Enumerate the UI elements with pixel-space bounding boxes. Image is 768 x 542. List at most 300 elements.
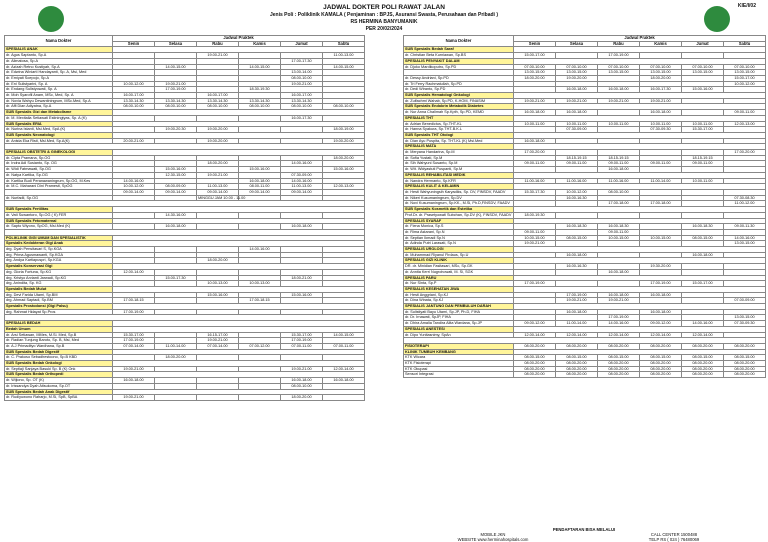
schedule-cell: 14.00-16.00 <box>682 321 724 327</box>
doctor-name: drg. Kristyo Arvianti Jarwadi, Sp.KG <box>5 275 113 281</box>
doctor-row <box>404 127 766 133</box>
period: PER 20/02/2024 <box>365 26 403 32</box>
doctor-name: dr. Nurfadli, Sp.OG <box>5 195 113 201</box>
schedule-cell: 15.00-16.00 <box>197 292 239 298</box>
section-title: SPESIALIS OBSTETRI & GINEKOLOGI <box>5 150 113 156</box>
day-header: Sabtu <box>724 41 766 47</box>
schedule-cell: 08.00-20.00 <box>682 343 724 349</box>
doctor-name: dr. Agus Saptanto, Sp.A <box>5 53 113 59</box>
day-header: Jumat <box>281 41 323 47</box>
doctor-name: dr. Sapto Wiyono, SpOG, Msi.Med (K) <box>5 224 113 230</box>
schedule-cell: 08.00-15.00 <box>682 235 724 241</box>
call-center: CALL CENTER 1500488 <box>650 532 698 537</box>
schedule-cell: 15.00-16.00 <box>323 167 365 173</box>
schedule-cell: 19.00-21.00 <box>197 172 239 178</box>
schedule-cell: 15.00-16.00 <box>281 292 323 298</box>
schedule-cell: 15.30-17.00 <box>682 127 724 133</box>
schedule-table-left <box>4 35 365 401</box>
schedule-cell: 16.00-18.00 <box>281 378 323 384</box>
doctor-name: dr. Azizah Retno Kustiyah, Sp.A <box>5 64 113 70</box>
schedule-cell: 16.00-18.00 <box>556 110 598 116</box>
schedule-cell: 16.00-18.00 <box>556 309 598 315</box>
schedule-cell: 10.00-11.00 <box>598 121 640 127</box>
schedule-cell: 07.00-10.00 <box>682 64 724 70</box>
schedule-cell: 18.00-20.00 <box>640 75 682 81</box>
day-header: Kamis <box>239 41 281 47</box>
schedule-cell: 11.00-16.00 <box>514 178 556 184</box>
doctor-name: dr. Rudiyuwono Raharjo, M.Si, SpB, SpBA <box>5 395 113 401</box>
schedule-cell: 11.00-13.00 <box>197 184 239 190</box>
doctor-row <box>5 275 365 281</box>
doctor-name: dr. Natya Kartika, Sp.OG <box>5 172 113 178</box>
schedule-cell: 19.00-21.00 <box>598 98 640 104</box>
schedule-cell: 08.00-10.00 <box>197 104 239 110</box>
doctor-name: dr. Septiaji Sanjaya Basuki Sp. B (K) Onk <box>5 366 113 372</box>
day-header: Rabu <box>598 41 640 47</box>
doctor-name: dr. Dhira Amalia Tandira Alita Wardana, Sp.JP <box>404 321 514 327</box>
schedule-cell: 19.00-20.00 <box>323 138 365 144</box>
schedule-cell: 08.00-20.00 <box>724 343 766 349</box>
schedule-cell: 19.00-21.00 <box>155 81 197 87</box>
section-title: SUB Spesialis Neonatologi <box>5 132 113 138</box>
doctor-name: dr. Affi Dian Adiyatna, Sp.A <box>5 104 113 110</box>
schedule-cell: 10.00-11.00 <box>682 178 724 184</box>
schedule-cell: 18.00-20.00 <box>197 258 239 264</box>
schedule-cell: 08.00-15.00 <box>682 355 724 361</box>
schedule-cell: 12.30-15.00 <box>155 172 197 178</box>
day-header: Senin <box>113 41 155 47</box>
schedule-cell: 14.00-16.00 <box>724 235 766 241</box>
doctor-row <box>5 98 365 104</box>
schedule-cell: 16.00-17.30 <box>640 87 682 93</box>
schedule-cell: 08.00-10.00 <box>598 189 640 195</box>
schedule-cell: 19.00-21.00 <box>281 81 323 87</box>
schedule-cell: 18.00-20.00 <box>197 161 239 167</box>
section-title: SUB Spesialis THT Otologi <box>404 132 514 138</box>
section-title: SPESIALIS ANAK <box>5 47 113 53</box>
schedule-cell: 09.00-11.00 <box>556 161 598 167</box>
schedule-cell: 10.00-12.00 <box>113 81 155 87</box>
schedule-cell: 11.00-14.00 <box>155 343 197 349</box>
doctor-name: dr. Emiyati Soepojo, Sp.A <box>5 75 113 81</box>
section-title: SUB Spesialis Fertilitas <box>5 207 113 213</box>
section-title: SPESIALIS REHABILITASI MEDIK <box>404 172 514 178</box>
section-title: SUB Spesialis Bedah Orthopedi <box>5 372 113 378</box>
schedule-cell: 08.00-20.00 <box>682 361 724 367</box>
schedule-cell: 15.00-16.00 <box>239 167 281 173</box>
section-title: Spesialis Bedah Mulut <box>5 286 113 292</box>
schedule-cell: 16.00-17.00 <box>113 93 155 99</box>
schedule-cell: 18.00-20.00 <box>155 355 197 361</box>
doctor-name: dr. Sofia Yustati, Sp.M <box>404 155 514 161</box>
registration-phone <box>583 532 765 542</box>
schedule-cell: 08.00-20.00 <box>514 366 556 372</box>
doctor-name: dr. Hesti Anggriani, Sp.KJ <box>404 292 514 298</box>
schedule-cell: 13.00-15.00 <box>724 70 766 76</box>
doctor-name: dr. Novia Wahyu Dewantiningrum, MSc.Med, Sp.A <box>5 98 113 104</box>
schedule-cell: 16.00-18.00 <box>598 167 640 173</box>
schedule-cell: 07.00-10.00 <box>556 64 598 70</box>
schedule-cell: 12.00-14.00 <box>682 332 724 338</box>
section-title: SPESIALIS PENYAKIT DALAM <box>404 58 514 64</box>
doctor-row <box>5 184 365 190</box>
schedule-cell: 10.00-13.00 <box>239 281 281 287</box>
website-link[interactable]: WEBSITE www.herminahospitals.com <box>457 537 529 542</box>
schedule-cell: 09.00-11.00 <box>514 229 556 235</box>
schedule-cell: 07.30-09.30 <box>640 127 682 133</box>
schedule-cell: 17.00-19.00 <box>113 309 155 315</box>
schedule-cell: 08.00-10.00 <box>113 104 155 110</box>
schedule-cell: 17.00-19.00 <box>598 53 640 59</box>
page-title: JADWAL DOKTER POLI RAWAT JALAN <box>323 4 445 11</box>
doctor-name: dr. Sih Wahyuni Susanto, Sp.M <box>404 161 514 167</box>
schedule-cell: 17.00-19.00 <box>598 315 640 321</box>
schedule-cell: 18.00-21.00 <box>281 275 323 281</box>
schedule-cell: 08.00-09.00 <box>155 184 197 190</box>
section-title: SUB Spesialis Fetomaternal <box>5 218 113 224</box>
schedule-cell: 17.00-19.00 <box>113 338 155 344</box>
day-header: Selasa <box>155 41 197 47</box>
doctor-row <box>5 343 365 349</box>
schedule-cell: 08.00-20.00 <box>556 372 598 378</box>
section-title: SUB Spesialis Hematologi Onkologi <box>404 93 514 99</box>
schedule-cell: 13.30-14.30 <box>281 98 323 104</box>
schedule-cell: 08.00-15.00 <box>724 355 766 361</box>
schedule-cell: 16.00-18.30 <box>682 224 724 230</box>
schedule-cell: 16.00-18.00 <box>640 309 682 315</box>
schedule-cell: 16.00-17.00 <box>281 93 323 99</box>
schedule-cell: 08.00-20.00 <box>556 361 598 367</box>
schedule-cell: 19.00-20.00 <box>197 138 239 144</box>
schedule-cell: 11.00-12.00 <box>724 201 766 207</box>
doctor-name: DR. dr. Minidian Fasitasari, MSc, Sp.GK <box>404 264 514 270</box>
section-title: SUB Spesialis Gizi dan Metabolisme <box>5 110 113 116</box>
schedule-cell: 19.00-21.00 <box>556 298 598 304</box>
schedule-cell: 19.00-21.00 <box>514 241 556 247</box>
doctor-row <box>404 252 766 258</box>
schedule-cell: 14.00-16.00 <box>239 247 281 253</box>
schedule-cell: 13.00-15.00 <box>598 70 640 76</box>
section-title: SUB Spesialis Kosmetik dan Estetika <box>404 207 514 213</box>
doctor-name: dr. Dr. Irnawati, SpJP, FIHA <box>404 315 514 321</box>
schedule-cell: 12.00-14.00 <box>323 366 365 372</box>
schedule-cell: 19.30-20.00 <box>640 264 682 270</box>
schedule-cell: 10.00-11.00 <box>556 121 598 127</box>
schedule-cell: 13.00-14.00 <box>281 70 323 76</box>
doctor-row <box>404 121 766 127</box>
doctor-name: dr. M. Mexitalia Setiawati Estiningtyas, Sp. A (K) <box>5 115 113 121</box>
section-title: Spesialis Kedokteran Gigi Anak <box>5 241 113 247</box>
day-header: Senin <box>514 41 556 47</box>
schedule-cell: 08.00-20.00 <box>640 361 682 367</box>
schedule-cell: 14.00-15.00 <box>239 64 281 70</box>
schedule-cell: 19.00-21.00 <box>281 366 323 372</box>
schedule-cell: 07.30-09.00 <box>556 127 598 133</box>
doctor-name: dr. Annita Kerri Nugrohowati, M. Si, SGK <box>404 269 514 275</box>
schedule-cell: 08.00-15.00 <box>598 355 640 361</box>
schedule-cell: 20.00-21.00 <box>113 138 155 144</box>
doctor-name: dr. Moh Syarofil Anam, MSc, Med, Sp. A <box>5 93 113 99</box>
doctor-name: dr. Meryana Handarina, Sp.M <box>404 150 514 156</box>
schedule-cell: 19.00-21.00 <box>556 98 598 104</box>
schedule-cell: 09.00-14.00 <box>155 189 197 195</box>
day-header: Selasa <box>556 41 598 47</box>
schedule-cell: 08.00-20.00 <box>556 366 598 372</box>
doctor-column-header: Nama Dokter <box>404 36 514 47</box>
schedule-cell: 19.00-21.00 <box>197 338 239 344</box>
schedule-cell: 17.00-18.00 <box>640 201 682 207</box>
section-title: SPESIALIS GIZI KLINIK <box>404 258 514 264</box>
schedule-cell: 16.00-18.00 <box>113 378 155 384</box>
schedule-cell: 08.00-15.00 <box>556 235 598 241</box>
schedule-cell: 11.00-16.00 <box>598 178 640 184</box>
schedule-table-right <box>403 35 766 378</box>
schedule-cell: 08.00-10.00 <box>323 104 365 110</box>
doctor-row <box>404 372 766 378</box>
section-title: SPESIALIS KULIT & KELAMIN <box>404 184 514 190</box>
schedule-cell: 16.00-18.00 <box>556 87 598 93</box>
schedule-cell: 10.00-15.00 <box>598 235 640 241</box>
schedule-cell: 09.00-11.00 <box>514 161 556 167</box>
schedule-cell: 10.00-11.00 <box>640 121 682 127</box>
doctor-name: dr. C. Prakoso Sebadhestoono, Sp.B KBD <box>5 355 113 361</box>
schedule-cell: 13.00-15.00 <box>682 70 724 76</box>
schedule-cell: 13.30-14.30 <box>239 98 281 104</box>
doctor-row <box>404 321 766 327</box>
schedule-cell: 08.00-20.00 <box>514 372 556 378</box>
doctor-name: dr. Endang Sulistyowati, Sp. A <box>5 87 113 93</box>
schedule-cell: 13.30-14.30 <box>155 98 197 104</box>
schedule-cell: 09.00-11.00 <box>682 161 724 167</box>
schedule-cell: 08.00-10.00 <box>155 104 197 110</box>
doctor-name: dr. Djoko Mardikoputro, Sp.PD <box>404 64 514 70</box>
schedule-cell: 17.00-19.00 <box>640 281 682 287</box>
schedule-cell: 07.00-09.00 <box>724 298 766 304</box>
schedule-cell: 08.00-20.00 <box>640 343 682 349</box>
section-title: KLINIK TUMBUH KEMBANG <box>404 349 514 355</box>
section-title: SPESIALIS UROLOGI <box>404 247 514 253</box>
schedule-cell: 17.00-19.00 <box>281 338 323 344</box>
schedule-cell: 19.00-20.00 <box>197 127 239 133</box>
section-title: SPESIALIS BEDAH <box>5 321 113 327</box>
schedule-cell: 13.00-15.00 <box>724 315 766 321</box>
schedule-cell: 08.00-20.00 <box>598 343 640 349</box>
schedule-cell: 13.00-15.00 <box>556 70 598 76</box>
doctor-name: dr. Fiena Monica, Sp.S <box>404 224 514 230</box>
doctor-name: dr. Zulfachmi Wahab, Sp.PD, K-HOM, FINASIM <box>404 98 514 104</box>
registration-title: PENDAFTARAN BISA MELALUI <box>552 527 616 532</box>
document-code: KIE/I/02 <box>737 3 756 9</box>
doctor-name: drg. Andya Kartiapuspri, Sp.KGA <box>5 258 113 264</box>
schedule-cell: 16.00-18.00 <box>514 138 556 144</box>
schedule-cell: 18.00-20.00 <box>281 395 323 401</box>
schedule-cell: 11.00-13.00 <box>323 53 365 59</box>
mobile-jkn: MOBILE JKN <box>480 532 506 537</box>
schedule-cell: 15.00-17.00 <box>724 75 766 81</box>
section-title: Spesialis Prostodonsi (Gigi Palsu) <box>5 304 113 310</box>
doctor-name: dr. Muhammad Riyanul Firdaus, Sp.U <box>404 252 514 258</box>
schedule-cell: 16.00-18.30 <box>556 224 598 230</box>
section-title: SUB Spesialis Endokrin Metabolik Diabetes <box>404 104 514 110</box>
schedule-cell: 16.15-17.00 <box>197 332 239 338</box>
doctor-name: dr. Hesti Wahyuningsih Karyadiks, Sp. DV, FINSDV, FAADV <box>404 189 514 195</box>
page-subtitle: Jenis Poli : Poliklinik KAMALA ( Penjaminan : BPJS, Asuransi Swasta, Perusahaan dan Pribadi ) <box>269 12 499 18</box>
doctor-name: Sensori Integrasi <box>404 372 514 378</box>
schedule-cell: 16.00-18.00 <box>598 292 640 298</box>
schedule-cell: 17.00-19.00 <box>556 292 598 298</box>
doctor-name: dr. Dedi Wiranto, Sp.PD <box>404 87 514 93</box>
schedule-cell: 19.00-21.00 <box>598 298 640 304</box>
schedule-cell: 12.00-14.00 <box>514 332 556 338</box>
section-title: SPESIALIS SYARAF <box>404 218 514 224</box>
section-title: SUB Spesialis ERIA <box>5 121 113 127</box>
day-header: Kamis <box>640 41 682 47</box>
doctor-name: drg. Prima Agusmawanti, Sp.KGA <box>5 252 113 258</box>
title-block <box>0 4 768 33</box>
schedule-cell: 12.00-14.00 <box>556 332 598 338</box>
schedule-cell: 17.00-20.00 <box>724 150 766 156</box>
schedule-cell: 08.00-10.00 <box>281 75 323 81</box>
schedule-cell: 11.00-14.00 <box>640 178 682 184</box>
section-title: Spesialis Konservasi Gigi <box>5 264 113 270</box>
schedule-cell: 14.00-16.00 <box>281 161 323 167</box>
schedule-cell: 16.00-18.00 <box>281 224 323 230</box>
doctor-column-header: Nama Dokter <box>5 36 113 47</box>
schedule-cell: 16.00-18.00 <box>640 292 682 298</box>
schedule-cell: 09.00-11.30 <box>724 224 766 230</box>
schedule-cell: 12.00-14.00 <box>113 269 155 275</box>
schedule-cell: 10.00-12.00 <box>724 81 766 87</box>
doctor-name: dr. Irissandya Dyah Atisukoma, Sp.OT <box>5 383 113 389</box>
schedule-cell: 17.00-19.00 <box>514 281 556 287</box>
schedule-cell: 08.00-20.00 <box>724 361 766 367</box>
schedule-cell: 18.00-19.00 <box>323 127 365 133</box>
schedule-cell: 18.15-19.15 <box>682 155 724 161</box>
schedule-cell: 07.00-14.00 <box>197 343 239 349</box>
schedule-cell: 08.00-20.00 <box>598 361 640 367</box>
schedule-cell: 08.00-20.00 <box>556 343 598 349</box>
schedule-cell: 18.00-20.00 <box>323 155 365 161</box>
schedule-cell: 15.00-17.00 <box>514 53 556 59</box>
schedule-cell: 16.00-18.00 <box>556 252 598 258</box>
schedule-cell: 08.00-20.00 <box>682 366 724 372</box>
section-title: SPESIALIS JANTUNG DAN PEMBULUH DARAH <box>404 304 514 310</box>
schedule-cell: 15.00-17.00 <box>682 281 724 287</box>
schedule-cell: 08.00-20.00 <box>514 343 556 349</box>
doctor-name: dr. Wijiono, Sp. OT (K) <box>5 378 113 384</box>
schedule-cell: 07.30-09.00 <box>281 172 323 178</box>
doctor-name: dr. Nandra Hermanto, Sp.KFR <box>404 178 514 184</box>
schedule-cell: 07.00-14.00 <box>113 343 155 349</box>
schedule-cell: 19.00-21.00 <box>113 366 155 372</box>
doctor-name: dr. Nur Anna Chalimah Sp.Kpth, Sp.PD, KEMD <box>404 110 514 116</box>
schedule-cell <box>323 395 365 401</box>
schedule-cell: 13.30-14.30 <box>113 98 155 104</box>
schedule-cell: 14.00-15.00 <box>155 64 197 70</box>
doctor-name: dr. Wit. Widyastuti Puspanti, Sp.M <box>404 167 514 173</box>
schedule-cell: 17.00-18.15 <box>239 298 281 304</box>
doctor-name: dr. Adinda Putri Larasati, Sp.N <box>404 241 514 247</box>
schedule-cell: 16.00-18.00 <box>598 87 640 93</box>
schedule-cell: 08.00-20.00 <box>682 372 724 378</box>
schedule-cell: 13.00-15.00 <box>724 241 766 247</box>
schedule-cell: 08.00-20.00 <box>724 366 766 372</box>
schedule-cell: 10.00-15.00 <box>640 235 682 241</box>
schedule-cell: 17.00-18.00 <box>598 201 640 207</box>
schedule-cell: 16.00-18.00 <box>155 224 197 230</box>
doctor-name: dr. Novi Kusumaningrum, Sp.KK., M.Si, Ph.D,FINSDV, FAADV <box>404 201 514 207</box>
schedule-cell: 13.00-15.00 <box>514 70 556 76</box>
doctor-name: KTK Wicara <box>404 355 514 361</box>
day-header: Jumat <box>682 41 724 47</box>
doctor-name: dr. Edwina Winiarti Handayanti, Sp. A, Msi, Med <box>5 70 113 76</box>
schedule-cell: 12.00-13.00 <box>724 121 766 127</box>
doctor-name: dr. Alimatosa, Sp.A <box>5 58 113 64</box>
schedule-cell: 19.00-21.00 <box>640 98 682 104</box>
section-title: SPESIALIS ANESTESI <box>404 326 514 332</box>
doctor-name: dr. Tri Ferry Rachmatullah, Sp.PD <box>404 81 514 87</box>
schedule-cell: 16.00-18.00 <box>323 378 365 384</box>
schedule-cell: 16.00-17.00 <box>197 93 239 99</box>
schedule-cell: 09.00-11.00 <box>640 161 682 167</box>
schedule-cell: 14.00-16.00 <box>281 178 323 184</box>
section-title: SPESIALIS KESEHATAN JIWA <box>404 286 514 292</box>
doctor-name: dr. A.J Primadityo Wardhana, Sp.B <box>5 343 113 349</box>
schedule-cell: 09.00-11.00 <box>598 229 640 235</box>
hospital-phone: TELP RS ( 024 ) 76480069 <box>648 537 700 542</box>
schedule-cell: 08.00-20.00 <box>514 361 556 367</box>
schedule-cell: MINGGU JAM 10.00 - 11.00 <box>198 195 246 200</box>
doctor-name: dr. Arsi Setiawan, MMes, M.Si. Med, Sp.B <box>5 332 113 338</box>
schedule-cell: 14.00-15.00 <box>323 332 365 338</box>
section-title: SPESIALIS MATA <box>404 144 514 150</box>
section-title: POLIKLINIK GIGI UMUM DAN SPESIALISTIK <box>5 235 113 241</box>
schedule-cell: 15.30-17.00 <box>281 332 323 338</box>
section-title: SPESIALIS PARU <box>404 275 514 281</box>
doctor-name: dr. Cipta Pramana, Sp.OG <box>5 155 113 161</box>
doctor-name: dr. Adrian Benedictus, Sp.THT-KL <box>404 121 514 127</box>
schedule-column-header: Jadwal Praktek <box>514 36 766 42</box>
day-header: Rabu <box>197 41 239 47</box>
doctor-name: dr. Hanna Syakura, Sp.THT-B.K.L <box>404 127 514 133</box>
doctor-row <box>5 224 365 230</box>
schedule-cell: 07.30-09.30 <box>724 321 766 327</box>
doctor-name: dr. Kartika Budi Peranawaningrum, Sp.OG, M.Kes <box>5 178 113 184</box>
schedule-cell: 10.00-11.00 <box>682 121 724 127</box>
schedule-cell: 16.00-18.00 <box>640 110 682 116</box>
schedule-cell: 11.00-16.00 <box>556 178 598 184</box>
schedule-cell: 10.00-15.00 <box>514 235 556 241</box>
doctor-name: drg. Rahmat Hidayat Sp.Pros <box>5 309 113 315</box>
schedule-cell: 19.00-20.30 <box>155 127 197 133</box>
doctor-name: dr. M.C. Maharani Dini Pramesti, SpOG <box>5 184 113 190</box>
schedule-cell: 07.00-10.00 <box>514 64 556 70</box>
doctor-name: drg. Ahmad Saptadi, Sp.BM <box>5 298 113 304</box>
schedule-cell: 08.00-20.00 <box>640 366 682 372</box>
schedule-cell: 08.00-10.00 <box>281 383 323 389</box>
schedule-cell: 17.00-17.30 <box>281 58 323 64</box>
doctor-name: drg. Dyah Perwitasari S, Sp.KGA <box>5 247 113 253</box>
schedule-cell: 18.00-19.30 <box>514 212 556 218</box>
schedule-cell: 08.00-20.00 <box>598 366 640 372</box>
doctor-name: drg. Anindita, Sp. KG <box>5 281 113 287</box>
schedule-cell: 16.00-18.00 <box>514 110 556 116</box>
schedule-cell: 09.00-11.00 <box>724 110 766 116</box>
schedule-cell: 19.00-20.00 <box>556 75 598 81</box>
schedule-cell: 12.00-14.00 <box>640 332 682 338</box>
schedule-cell <box>239 395 281 401</box>
doctor-name: drg. Devi Farida Utami, Sp.BM <box>5 292 113 298</box>
